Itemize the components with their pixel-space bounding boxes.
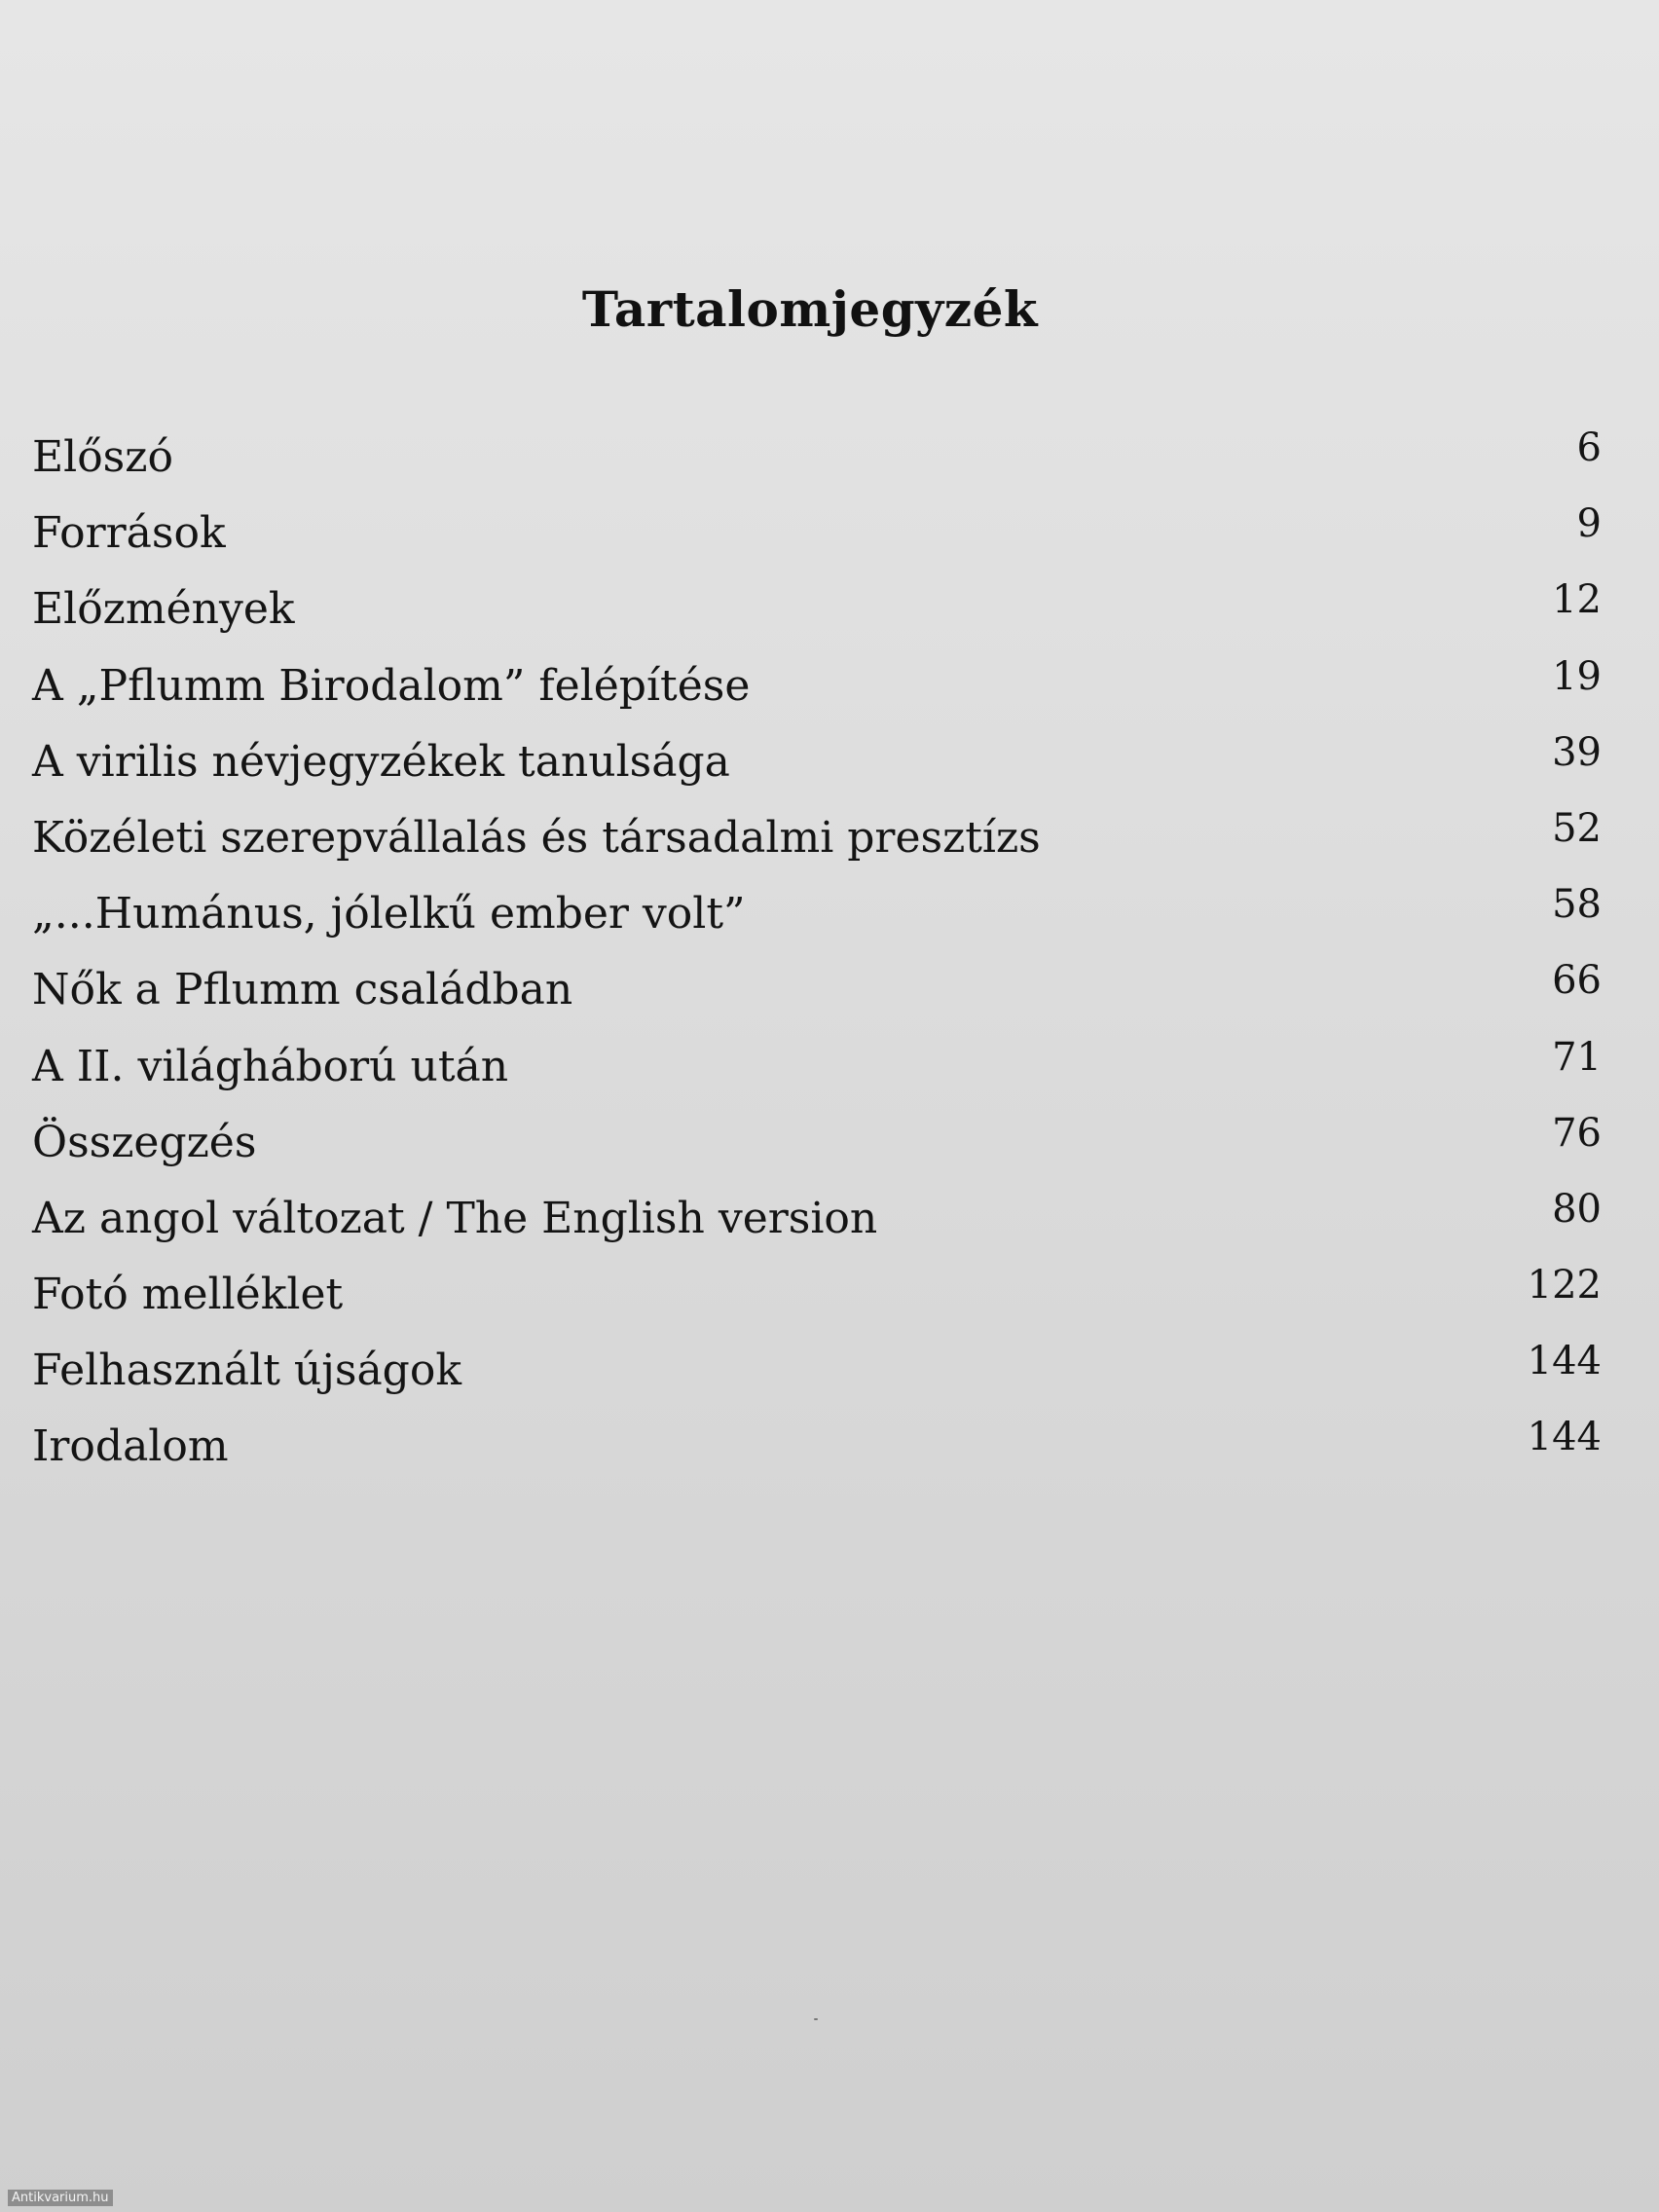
toc-entry [32, 577, 1602, 656]
toc-entry [32, 1263, 1602, 1342]
toc-entry [32, 1034, 1602, 1114]
toc-entry-page: 144 [1527, 1415, 1602, 1460]
toc-entry-page: 58 [1552, 882, 1602, 928]
toc-entry [32, 958, 1602, 1037]
toc-entry-page: 71 [1552, 1034, 1602, 1080]
toc-entry-title: Közéleti szerepvállalás és társadalmi presztízs [32, 812, 1041, 863]
paper-speck [814, 2018, 818, 2020]
watermark: Antikvarium.hu [8, 2190, 113, 2206]
toc-entry-page: 9 [1576, 501, 1602, 547]
toc-entry [32, 805, 1602, 885]
toc-entry [32, 1186, 1602, 1266]
toc-entry-title: A II. világháború után [32, 1041, 509, 1091]
toc-entry-title: A „Pflumm Birodalom” felépítése [32, 660, 751, 711]
toc-entry-title: Összegzés [32, 1117, 257, 1167]
toc-entry-page: 122 [1527, 1263, 1602, 1309]
toc-entry-title: Irodalom [32, 1421, 229, 1472]
toc-entry-title: Előszó [32, 432, 173, 482]
toc-entry [32, 729, 1602, 809]
toc-entry-page: 12 [1552, 577, 1602, 623]
toc-entry [32, 653, 1602, 733]
toc-entry-title: Felhasznált újságok [32, 1346, 461, 1396]
toc-entry-page: 6 [1576, 425, 1602, 470]
toc-entry [32, 1110, 1602, 1190]
toc-entry-title: Előzmények [32, 584, 295, 635]
page-title: Tartalomjegyzék [581, 280, 1039, 338]
toc-entry-title: Fotó melléklet [32, 1270, 344, 1320]
toc-entry [32, 501, 1602, 580]
toc-entry-title: A virilis névjegyzékek tanulsága [32, 736, 730, 787]
toc-entry-page: 19 [1552, 653, 1602, 699]
toc-entry-title: Források [32, 508, 226, 559]
toc-entry-title: Az angol változat / The English version [32, 1193, 878, 1243]
toc-entry-page: 144 [1527, 1339, 1602, 1384]
table-of-contents [32, 425, 1602, 1494]
toc-entry [32, 1339, 1602, 1418]
toc-entry [32, 425, 1602, 504]
toc-entry-page: 39 [1552, 729, 1602, 775]
toc-entry-page: 76 [1552, 1110, 1602, 1156]
toc-entry-page: 52 [1552, 805, 1602, 851]
toc-entry-page: 80 [1552, 1186, 1602, 1232]
toc-entry-title: Nők a Pflumm családban [32, 965, 573, 1015]
toc-entry [32, 882, 1602, 961]
toc-entry-title: „...Humánus, jólelkű ember volt” [32, 889, 746, 940]
toc-entry [32, 1415, 1602, 1493]
toc-entry-page: 66 [1552, 958, 1602, 1004]
